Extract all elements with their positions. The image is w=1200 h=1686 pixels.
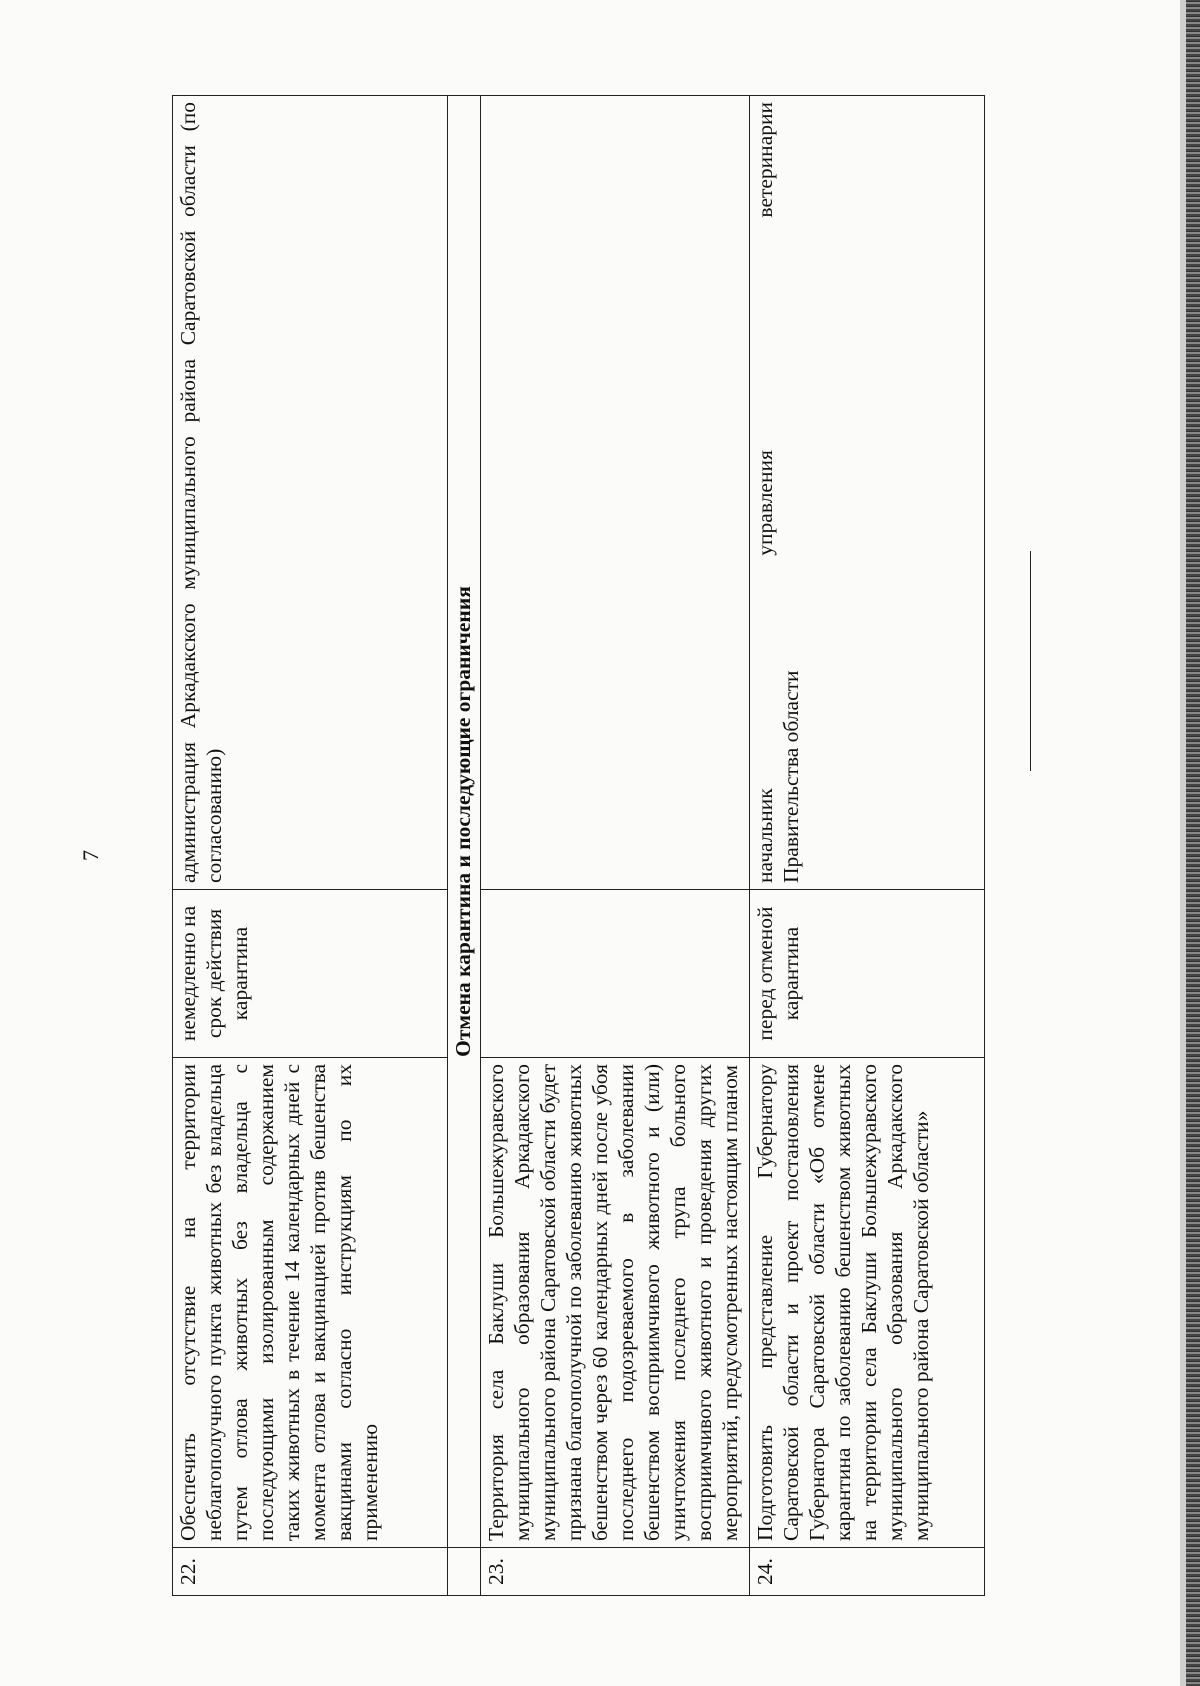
row-number: 22. [173,1548,448,1596]
closing-rule [1030,551,1031,771]
row-action: Обеспечить отсутствие на территории неблагополучного пункта животных без владельца путем отлова животных без владельца с последующими изолированным содержанием таких животных в течение 14 календарных дней с момента отлова и вакцинацией против бешенства вакцинами согласно инструкциям по их применению [173,1058,448,1548]
section-row [448,96,481,1596]
row-term [481,890,750,1058]
responsible-line-1: начальник управления ветеринарии [753,102,777,883]
row-responsible: администрация Аркадакского муниципального района Саратовской области (по согласованию) [173,96,448,890]
table-row [481,96,750,1596]
row-term: перед отменой карантина [750,890,985,1058]
table-row [173,96,448,1596]
table-row [750,96,985,1596]
row-responsible [481,96,750,890]
row-action: Подготовить представление Губернатору Саратовской области и проект постановления Губернатора Саратовской области «Об отмене карантина по заболеванию бешенством животных на территории села Баклуши Большежуравского муниципального образования Аркадакского муниципального района Саратовской области» [750,1058,985,1548]
row-responsible [750,96,985,890]
section-number-cell [448,1548,481,1596]
row-number: 24. [750,1548,985,1596]
page-number: 7 [78,850,103,861]
section-title: Отмена карантина и последующие ограничения [448,96,481,1548]
row-action: Территория села Баклуши Большежуравского муниципального образования Аркадакского муниципального района Саратовской области будет признана благополучной по заболеванию животных бешенством через 60 календарных дней после убоя последнего подозреваемого в заболевании бешенством восприимчивого животного и (или) уничтожения последнего трупа больного восприимчивого животного и проведения других мероприятий, предусмотренных настоящим планом [481,1058,750,1548]
responsible-line-2: Правительства области [779,670,803,883]
row-term: немедленно на срок действия карантина [173,890,448,1058]
row-number: 23. [481,1548,750,1596]
plan-table [172,95,985,1596]
